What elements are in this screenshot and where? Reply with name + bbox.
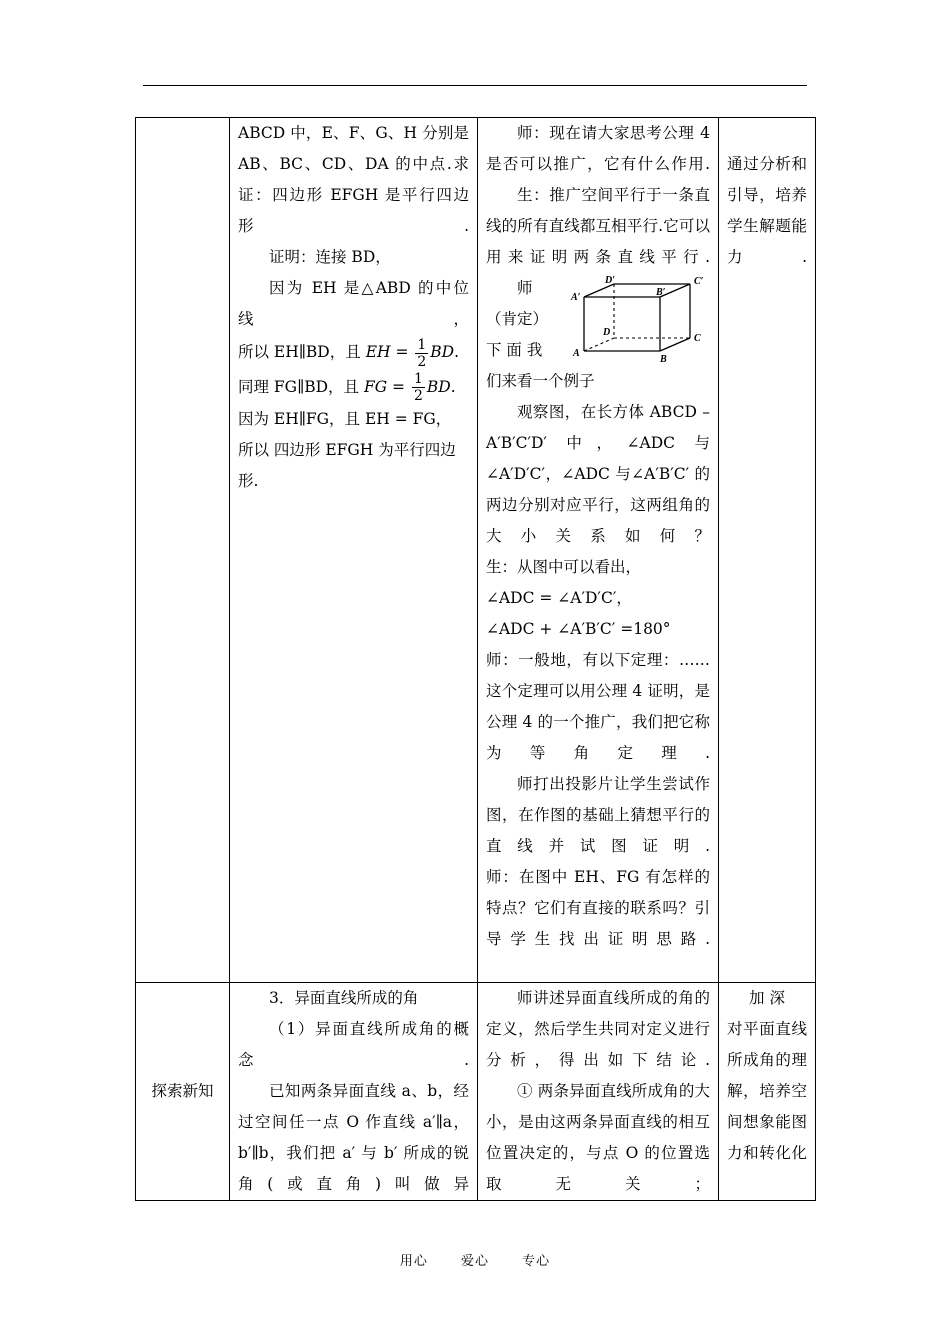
content-cell (230, 118, 478, 983)
proof-conclusion: 所以 四边形 EFGH 为平行四边形. (238, 441, 456, 490)
equation: ∠ADC = ∠A′D′C′， (486, 589, 632, 607)
teacher-text: 师：一般地，有以下定理：……这个定理可以用公理 4 证明，是公理 4 的一个推广，我们把它称为等角定理. (486, 651, 710, 762)
purpose-cell (719, 983, 816, 1201)
purpose-cell (719, 118, 816, 983)
header-rule (143, 85, 807, 86)
purpose-text: 通过分析和引导，培养学生解题能力. (727, 155, 807, 266)
activity-cell (478, 118, 719, 983)
label-d1: D′ (605, 275, 616, 286)
figure-row: 师 （肯定） 下 面 我 D′ C′ A′ B′ D C A B (486, 273, 710, 366)
proof-step: 因为 EH∥FG，且 EH = FG， (238, 410, 452, 428)
equation: ∠ADC + ∠A′B′C′ =180° (486, 620, 671, 638)
table-row (136, 983, 816, 1201)
fraction-half: $\frac{1}{2}$ (413, 371, 423, 404)
page-footer: 用心 爱心 专心 (399, 1254, 551, 1269)
student-text: 生：推广空间平行于一条直线的所有直线都互相平行.它可以用来证明两条直线平行. (486, 186, 710, 266)
proof-step: 因为 EH 是△ABD 的中位线， (238, 279, 469, 328)
lesson-table (135, 117, 816, 1201)
proof-equation: 同理 FG∥BD，且 FG = $\frac{1}{2}$ BD. (238, 371, 456, 404)
definition-text: 已知两条异面直线 a、b，经过空间任一点 O 作直线 a′∥a，b′∥b，我们把 a′ 与 b′ 所成的锐角(或直角)叫做异 (238, 1082, 469, 1193)
purpose-text: 加 深 (749, 989, 785, 1007)
stage-cell: 探索新知 (136, 983, 230, 1201)
proof-equation: 所以 EH∥BD，且 EH = $\frac{1}{2}$ BD. (238, 336, 460, 370)
label-a: A (573, 348, 580, 359)
fraction-half: $\frac{1}{2}$ (417, 336, 427, 370)
teacher-text: 师：在图中 EH、FG 有怎样的特点？它们有直接的联系吗？引导学生找出证明思路. (486, 868, 710, 948)
cuboid-figure (570, 275, 712, 363)
purpose-text: 对平面直线所成角的理解，培养空间想象能图力和转化化 (727, 1020, 807, 1162)
teacher-text: 师：现在请大家思考公理 4 是否可以推广，它有什么作用. (486, 124, 710, 173)
problem-text: ABCD 中，E、F、G、H 分别是 AB、BC、CD、DA 的中点.求证：四边形 EFGH 是平行四边形. (238, 124, 469, 235)
section-heading: 3．异面直线所成的角 (269, 989, 419, 1007)
conclusion-text: ① 两条异面直线所成角的大小，是由这两条异面直线的相互位置决定的，与点 O 的位置选取无关； (486, 1082, 710, 1193)
activity-cell (478, 983, 719, 1201)
stage-cell (136, 118, 230, 983)
subsection-heading: （1）异面直线所成角的概念. (238, 1020, 469, 1069)
student-text: 生：从图中可以看出， (486, 558, 642, 576)
teacher-text: 师打出投影片让学生尝试作图，在作图的基础上猜想平行的直线并试图证明. (486, 775, 710, 855)
teacher-text: 师讲述异面直线所成的角的定义，然后学生共同对定义进行分析，得出如下结论. (486, 989, 710, 1069)
question-text: 观察图，在长方体 ABCD – A′B′C′D′ 中，∠ADC 与∠A′D′C′，∠ADC 与∠A′B′C′ 的两边分别对应平行，这两组角的大小关系如何？ (486, 403, 710, 545)
proof-step: 证明：连接 BD， (269, 248, 391, 266)
content-cell (230, 983, 478, 1201)
label-b: B (660, 354, 667, 363)
label-a1: A′ (571, 292, 581, 303)
label-d: D (603, 327, 611, 338)
label-c1: C′ (694, 276, 704, 287)
teacher-text: 们来看一个例子 (486, 372, 595, 390)
label-c: C (694, 333, 701, 344)
label-b1: B′ (656, 287, 666, 298)
table-row (136, 118, 816, 983)
